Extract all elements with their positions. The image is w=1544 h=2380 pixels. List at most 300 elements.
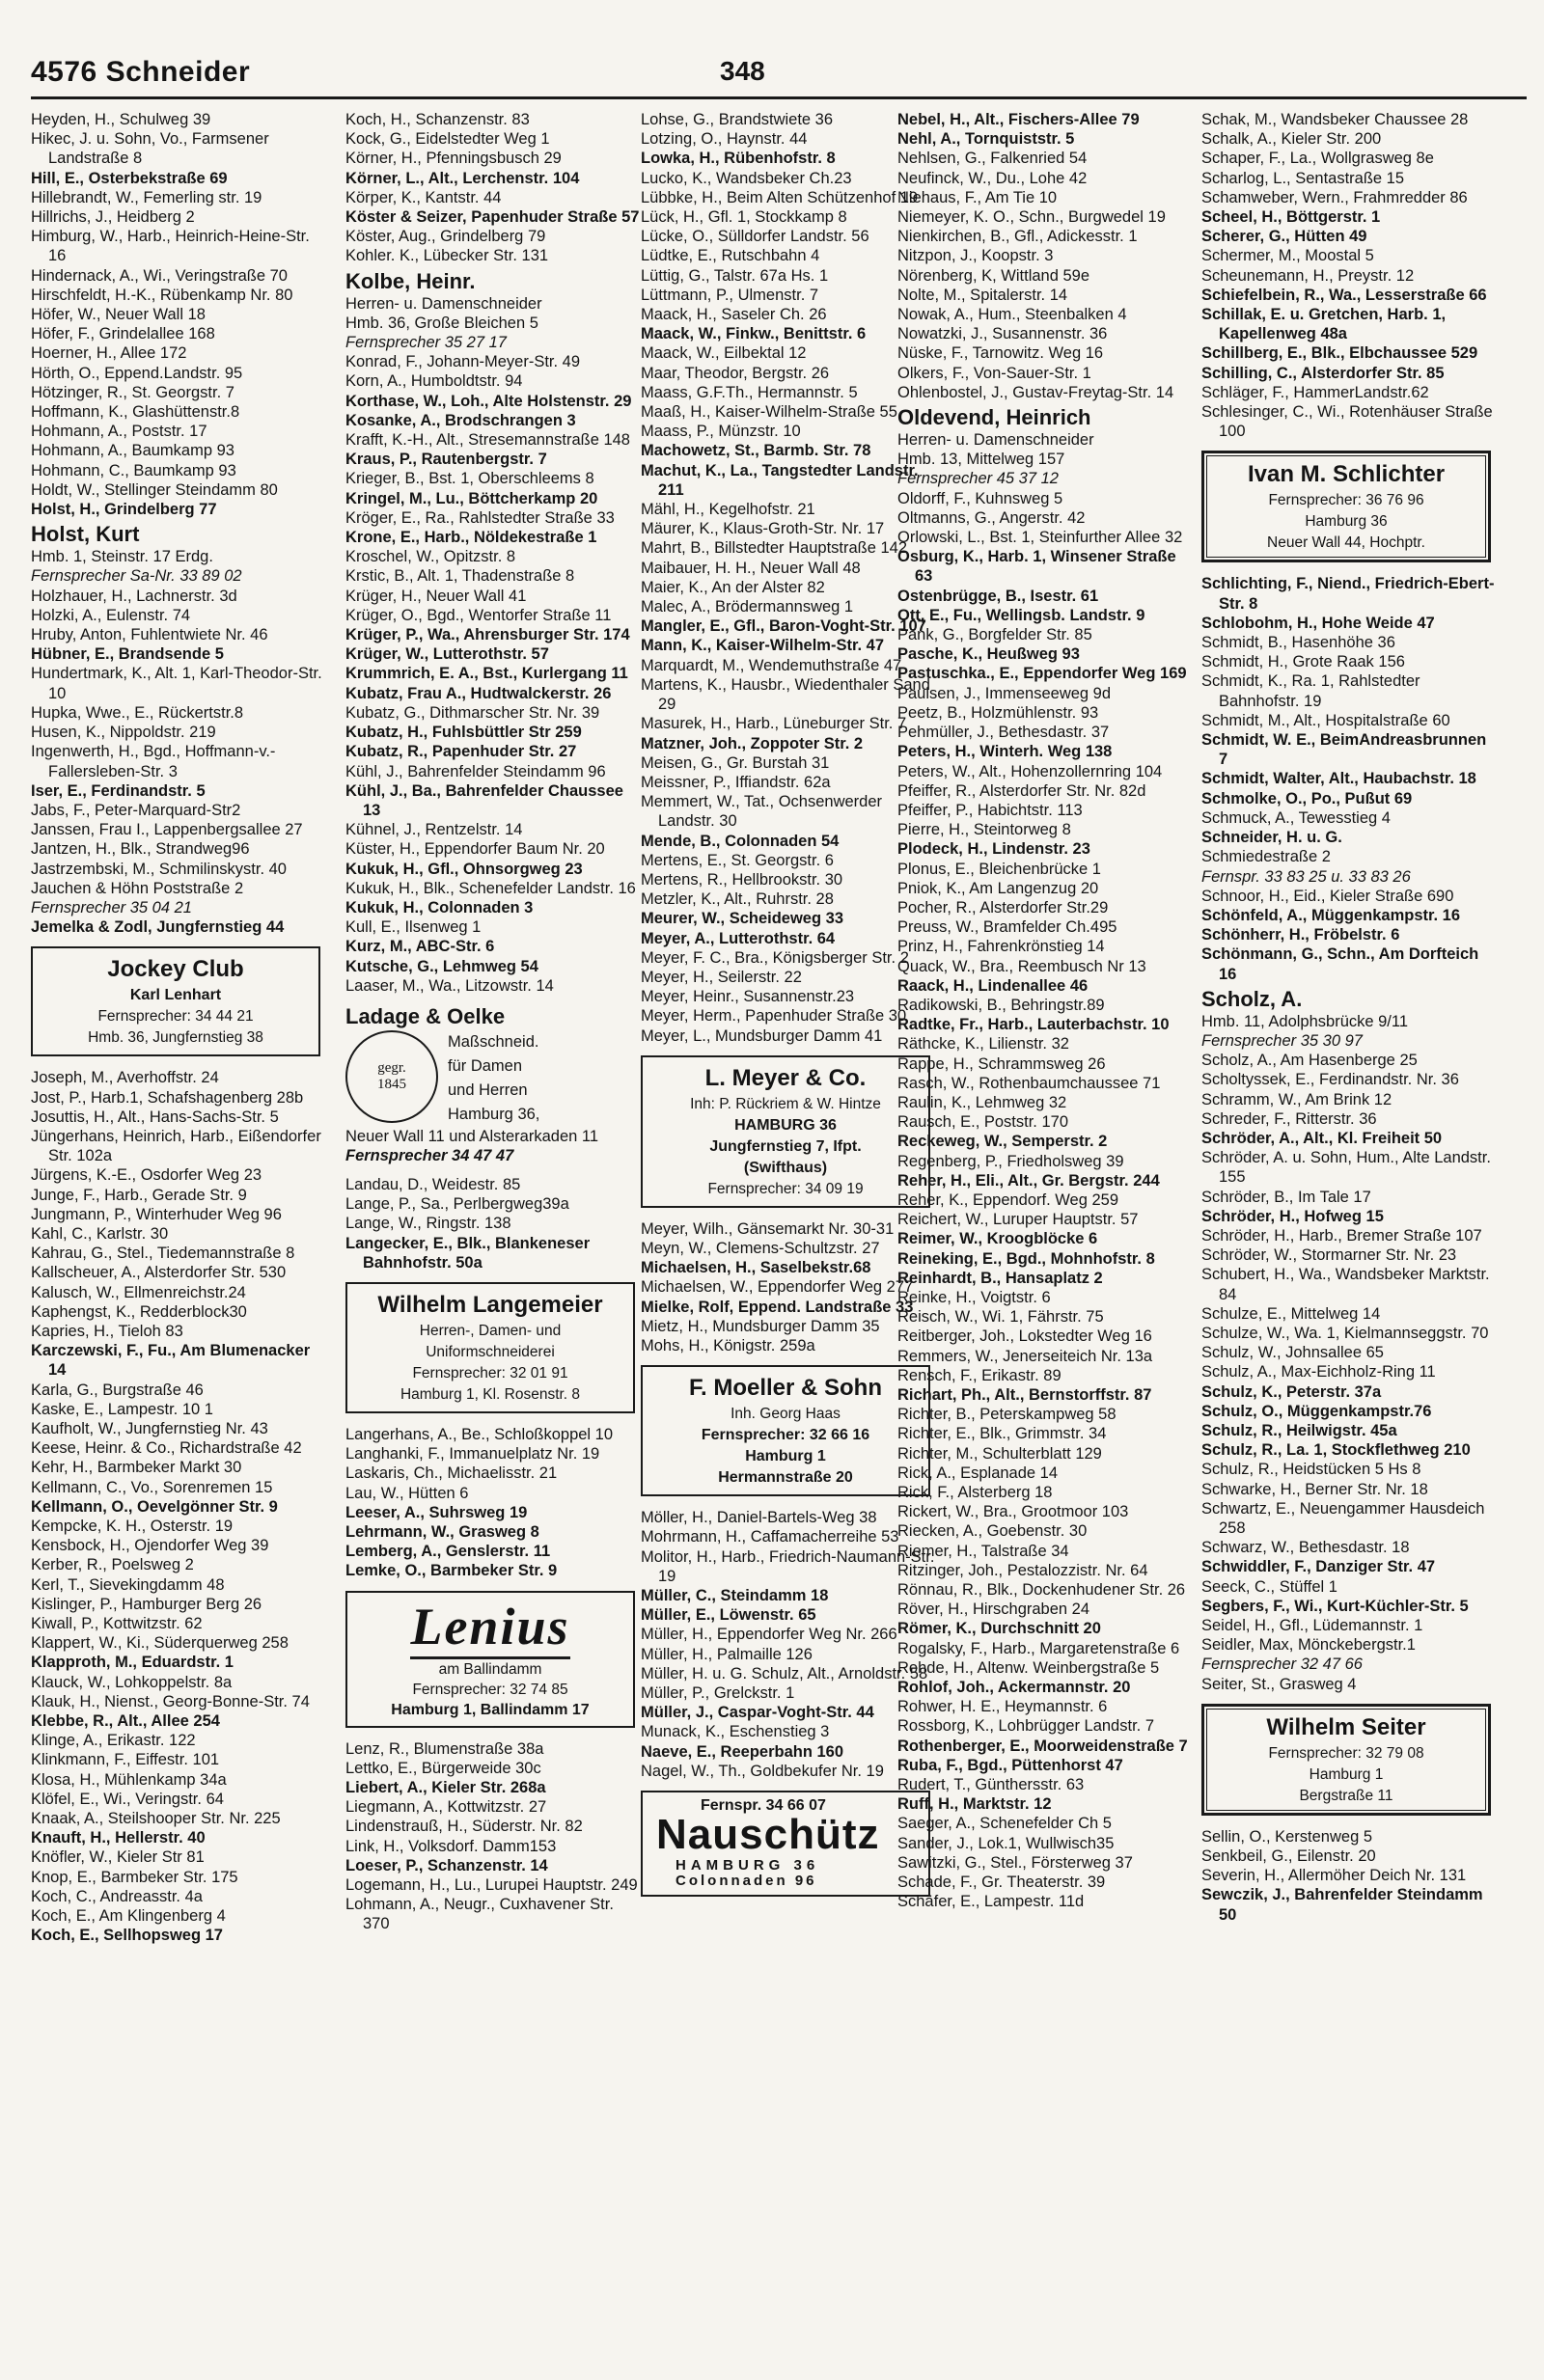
ad-line: Herren-, Damen- und Uniformschneiderei (419, 1322, 562, 1360)
ad-line: am Ballindamm (438, 1660, 542, 1678)
listing-entry: Rensch, F., Erikastr. 89 (897, 1366, 1062, 1384)
listing-entry: Schak, M., Wandsbeker Chaussee 28 (1201, 111, 1469, 128)
listing-entry: Kahrau, G., Stel., Tiedemannstraße 8 (31, 1245, 295, 1263)
listing-entry: Kempcke, K. H., Osterstr. 19 (31, 1518, 234, 1535)
listing-entry: Rausch, E., Poststr. 170 (897, 1113, 1069, 1132)
listing-entry: Schmolke, O., Po., Pußut 69 (1201, 789, 1413, 807)
listing-entry: Langhanki, F., Immanuelplatz Nr. 19 (345, 1445, 600, 1464)
listing-entry: Pfeiffer, P., Habichtstr. 113 (897, 801, 1083, 819)
listing-entry: Schulz, R., Heilwigstr. 45a (1201, 1421, 1397, 1439)
listing-entry: Reckeweg, W., Semperstr. 2 (897, 1133, 1108, 1151)
ad-title: Ivan M. Schlichter (1247, 461, 1446, 488)
listing-entry: Schwartz, E., Neuengammer Hausdeich 258 (1201, 1499, 1485, 1537)
listing-entry: Kiwall, P., Kottwitzstr. 62 (31, 1615, 203, 1633)
listing-entry: Reher, K., Eppendorf. Weg 259 (897, 1190, 1119, 1209)
listing-entry: Kaufholt, W., Jungfernstieg Nr. 43 (31, 1419, 268, 1437)
listing-entry: Jemelka & Zodl, Jungfernstieg 44 (31, 918, 285, 937)
listing-entry: Jost, P., Harb.1, Schafshagenberg 28b (31, 1088, 304, 1107)
listing-entry: Koch, H., Schanzenstr. 83 (345, 111, 530, 128)
listing-entry: Iser, E., Ferdinandstr. 5 (31, 781, 206, 800)
listing-entry: Lange, W., Ringstr. 138 (345, 1215, 511, 1233)
listing-entry: Schmidt, W. E., BeimAndreasbrunnen 7 (1201, 731, 1487, 769)
listing-entry: Ingenwerth, H., Bgd., Hoffmann-v.-Fallersleben-Str. 3 (31, 743, 276, 780)
listing-entry: Klappert, W., Ki., Süderquerweg 258 (31, 1634, 289, 1653)
listing-entry: Mangler, E., Gfl., Baron-Voght-Str. 107 (641, 617, 926, 636)
listing-entry: Hohmann, A., Poststr. 17 (31, 423, 207, 441)
listing-entry: Knöfler, W., Kieler Str 81 (31, 1848, 205, 1867)
listing-entry: Saeger, A., Schenefelder Ch 5 (897, 1815, 1112, 1833)
ad-phone: Fernsprecher: 32 74 85 (412, 1681, 568, 1698)
listing-entry: Schulz, A., Max-Eichholz-Ring 11 (1201, 1363, 1436, 1381)
listing-entry: Jastrzembski, M., Schmilinskystr. 40 (31, 860, 287, 878)
listing-entry: Preuss, W., Bramfelder Ch.495 (897, 918, 1117, 937)
listing-entry: Scheel, H., Böttgerstr. 1 (1201, 208, 1381, 227)
listing-entry: Remmers, W., Jenerseiteich Nr. 13a (897, 1347, 1153, 1365)
listing-entry: Lindenstrauß, H., Süderstr. Nr. 82 (345, 1818, 583, 1836)
listing-entry: Lowka, H., Rübenhofstr. 8 (641, 150, 836, 168)
listing-entry: Lüttmann, P., Ulmenstr. 7 (641, 286, 819, 304)
listing-entry: Schlesinger, C., Wi., Rotenhäuser Straße 100 (1201, 403, 1493, 441)
listing-entry: Krieger, B., Bst. 1, Oberschleems 8 (345, 470, 594, 488)
listing-entry: Rogalsky, F., Harb., Margaretenstraße 6 (897, 1639, 1180, 1657)
listing-entry: Pocher, R., Alsterdorfer Str.29 (897, 898, 1109, 916)
listing-entry: Kislinger, P., Hamburger Berg 26 (31, 1595, 262, 1613)
listing-entry: Maack, W., Finkw., Benittstr. 6 (641, 325, 867, 343)
listing-entry: Seiter, St., Grasweg 4 (1201, 1675, 1357, 1693)
ad-line: Hamburg 1, Kl. Rosenstr. 8 (400, 1385, 581, 1403)
listing-entry: Lohse, G., Brandstwiete 36 (641, 111, 834, 128)
listing-entry: Junge, F., Harb., Gerade Str. 9 (31, 1186, 247, 1204)
listing-entry: Schmiedestraße 2 (1201, 848, 1331, 866)
listing-entry: Rappe, H., Schrammsweg 26 (897, 1054, 1106, 1073)
listing-entry: Klebbe, R., Alt., Allee 254 (31, 1712, 220, 1731)
listing-entry: Fernsprecher 35 27 17 (345, 334, 507, 352)
listing-entry: Schmuck, A., Tewesstieg 4 (1201, 808, 1391, 827)
listing-entry: Nörenberg, K, Wittland 59e (897, 266, 1090, 285)
listing-entry: Lehrmann, W., Grasweg 8 (345, 1522, 539, 1541)
listing-entry: Lemke, O., Barmbeker Str. 9 (345, 1562, 558, 1580)
listing-entry: Nebel, H., Alt., Fischers-Allee 79 (897, 111, 1140, 128)
listing-entry: Hoerner, H., Allee 172 (31, 344, 187, 363)
listing-entry: Sawitzki, G., Stel., Försterweg 37 (897, 1853, 1133, 1872)
listing-entry: Meyer, Herm., Papenhuder Straße 30 (641, 1007, 907, 1026)
listing-entry: Schmidt, K., Ra. 1, Rahlstedter Bahnhofstr. 19 (1201, 672, 1420, 710)
listing-entry: Scherer, G., Hütten 49 (1201, 228, 1367, 246)
listing-entry: Malec, A., Brödermannsweg 1 (641, 598, 854, 616)
listing-entry: Schubert, H., Wa., Wandsbeker Marktstr. 84 (1201, 1266, 1490, 1303)
listing-entry: Kukuk, H., Gfl., Ohnsorgweg 23 (345, 860, 583, 878)
listing-entry: Schillberg, E., Blk., Elbchaussee 529 (1201, 344, 1478, 363)
listing-entry: Schnoor, H., Eid., Kieler Straße 690 (1201, 887, 1454, 905)
listing-entry: Kerl, T., Sievekingdamm 48 (31, 1575, 225, 1594)
listing-entry: Schwiddler, F., Danziger Str. 47 (1201, 1558, 1436, 1576)
listing-entry: Reinke, H., Voigtstr. 6 (897, 1288, 1051, 1306)
listing-entry: Peters, H., Winterh. Weg 138 (897, 743, 1113, 761)
listing-entry: Hupka, Wwe., E., Rückertstr.8 (31, 703, 244, 722)
ad-jockey (31, 946, 320, 1056)
listing-entry: Mahrt, B., Billstedter Hauptstraße 142 (641, 539, 908, 558)
listing-entry: Müller, H. u. G. Schulz, Alt., Arnoldstr. 58 (641, 1664, 928, 1682)
column-4 (897, 110, 1195, 1911)
listing-entry: Krstic, B., Alt. 1, Thadenstraße 8 (345, 567, 575, 586)
listing-entry: Jürgens, K.-E., Osdorfer Weg 23 (31, 1166, 262, 1185)
listing-entry: Kapries, H., Tieloh 83 (31, 1322, 183, 1340)
ad-nauschuetz (641, 1791, 930, 1897)
listing-entry: Michaelsen, W., Eppendorfer Weg 277 (641, 1278, 914, 1297)
ad-lmeyer (641, 1055, 930, 1208)
listing-entry: Nehl, A., Tornquiststr. 5 (897, 130, 1075, 149)
ad-line: und Herren (448, 1081, 528, 1099)
running-head: 4576 Schneider (31, 56, 251, 88)
listing-entry: Höfer, F., Grindelallee 168 (31, 325, 215, 343)
listing-entry: Hmb. 11, Adolphsbrücke 9/11 (1201, 1012, 1409, 1030)
listing-entry: Kerber, R., Poelsweg 2 (31, 1556, 194, 1574)
listing-entry: Kalusch, W., Ellmenreichstr.24 (31, 1283, 246, 1301)
listing-entry: Kensbock, H., Ojendorfer Weg 39 (31, 1537, 269, 1555)
listing-entry: Lücke, O., Sülldorfer Landstr. 56 (641, 228, 869, 246)
ad-line: Fernsprecher: 34 09 19 (707, 1180, 864, 1197)
listing-entry: Meyn, W., Clemens-Schultzstr. 27 (641, 1239, 880, 1257)
listing-entry: Korn, A., Humboldtstr. 94 (345, 372, 523, 391)
listing-entry: Schermer, M., Moostal 5 (1201, 247, 1374, 265)
listing-entry: Kull, E., Ilsenweg 1 (345, 918, 482, 937)
listing-entry: Schröder, A., Alt., Kl. Freiheit 50 (1201, 1129, 1443, 1147)
listing-entry: Segbers, F., Wi., Kurt-Küchler-Str. 5 (1201, 1597, 1469, 1615)
ad-seiter (1201, 1704, 1491, 1816)
listing-entry: Mäurer, K., Klaus-Groth-Str. Nr. 17 (641, 520, 885, 538)
listing-entry: Meissner, P., Iffiandstr. 62a (641, 773, 831, 791)
seal-text: gegr. (377, 1059, 406, 1076)
listing-entry: Kühl, J., Ba., Bahrenfelder Chaussee 13 (345, 781, 623, 819)
listing-entry: Maar, Theodor, Bergstr. 26 (641, 364, 830, 382)
listing-entry: Laskaris, Ch., Michaelisstr. 21 (345, 1464, 558, 1483)
ad-line: Hmb. 36, Jungfernstieg 38 (88, 1029, 263, 1047)
listing-entry: Logemann, H., Lu., Lurupei Hauptstr. 249 (345, 1876, 638, 1894)
ad-address: Neuer Wall 11 und Alsterarkaden 11 (345, 1127, 599, 1145)
listing-entry: Holdt, W., Stellinger Steindamm 80 (31, 480, 278, 499)
listing-entry: Josuttis, H., Alt., Hans-Sachs-Str. 5 (31, 1108, 279, 1126)
brand-logo: Lenius (410, 1597, 569, 1659)
listing-entry: Pastuschka., E., Eppendorfer Weg 169 (897, 665, 1187, 683)
listing-entry: Klauk, H., Nienst., Georg-Bonne-Str. 74 (31, 1692, 310, 1710)
listing-entry: Krüger, H., Neuer Wall 41 (345, 587, 527, 605)
ad-title: Jockey Club (107, 956, 244, 983)
listing-entry: Fernspr. 33 83 25 u. 33 83 26 (1201, 867, 1411, 886)
listing-entry: Landau, D., Weidestr. 85 (345, 1175, 521, 1193)
listing-entry: Kaske, E., Lampestr. 10 1 (31, 1400, 213, 1418)
ad-title: Ladage & Oelke (345, 1003, 506, 1028)
ad-line: HAMBURG 36 (734, 1116, 837, 1134)
listing-entry: Hohmann, A., Baumkamp 93 (31, 442, 234, 460)
listing-entry: Meyer, H., Seilerstr. 22 (641, 968, 802, 986)
listing-entry: Klapproth, M., Eduardstr. 1 (31, 1654, 234, 1672)
listing-entry: Nüske, F., Tarnowitz. Weg 16 (897, 344, 1104, 363)
listing-entry: Schulz, R., La. 1, Stockflethweg 210 (1201, 1441, 1471, 1460)
page-header (31, 56, 1527, 95)
listing-entry: Knauft, H., Hellerstr. 40 (31, 1829, 206, 1847)
ad-line: Fernsprecher: 32 79 08 (1268, 1744, 1424, 1762)
listing-entry: Richter, E., Blk., Grimmstr. 34 (897, 1425, 1107, 1443)
listing-entry: Nitzpon, J., Koopstr. 3 (897, 247, 1054, 265)
listing-entry: Hmb. 1, Steinstr. 17 Erdg. (31, 548, 213, 566)
listing-entry: Meyer, A., Lutterothstr. 64 (641, 929, 836, 947)
listing-entry: Kühnel, J., Rentzelstr. 14 (345, 821, 523, 839)
column-1 (31, 110, 328, 1945)
listing-entry: Himburg, W., Harb., Heinrich-Heine-Str. 16 (31, 228, 310, 265)
listing-entry: Mertens, E., St. Georgstr. 6 (641, 851, 834, 869)
listing-entry: Hillrichs, J., Heidberg 2 (31, 208, 195, 227)
listing-entry: Krafft, K.-H., Alt., Stresemannstraße 148 (345, 431, 630, 450)
listing-entry: Lucko, K., Wandsbeker Ch.23 (641, 169, 852, 187)
listing-entry: Marquardt, M., Wendemuthstraße 47 (641, 656, 902, 674)
listing-entry: Mertens, R., Hellbrookstr. 30 (641, 870, 843, 889)
listing-entry: Mann, K., Kaiser-Wilhelm-Str. 47 (641, 637, 884, 655)
listing-entry: Masurek, H., Harb., Lüneburger Str. 7 (641, 715, 907, 733)
listing-entry: Krummrich, E. A., Bst., Kurlergang 11 (345, 665, 628, 683)
listing-entry: Nowatzki, J., Susannenstr. 36 (897, 325, 1108, 343)
listing-entry: Molitor, H., Harb., Friedrich-Naumann-Str. 19 (641, 1547, 935, 1585)
listing-entry: Schönherr, H., Fröbelstr. 6 (1201, 926, 1400, 944)
listing-entry: Müller, H., Eppendorfer Weg Nr. 266 (641, 1626, 897, 1644)
listing-entry: Schade, F., Gr. Theaterstr. 39 (897, 1874, 1106, 1892)
listing-entry: Koch, C., Andreasstr. 4a (31, 1887, 203, 1905)
listing-entry: Rothenberger, E., Moorweidenstraße 7 (897, 1737, 1188, 1755)
ad-line: Hermannstraße 20 (718, 1469, 853, 1487)
listing-entry: Matzner, Joh., Zoppoter Str. 2 (641, 734, 864, 752)
listing-entry: Knop, E., Barmbeker Str. 175 (31, 1868, 238, 1886)
column-5 (1201, 110, 1499, 1925)
listing-entry: Maibauer, H. H., Neuer Wall 48 (641, 559, 861, 577)
listing-entry: Seidler, Max, Mönckebergstr.1 (1201, 1636, 1416, 1655)
listing-entry: Rossborg, K., Lohbrügger Landstr. 7 (897, 1717, 1154, 1736)
listing-entry: Schönfeld, A., Müggenkampstr. 16 (1201, 906, 1461, 924)
listing-entry: Körner, H., Pfenningsbusch 29 (345, 150, 562, 168)
ad-title: F. Moeller & Sohn (688, 1375, 882, 1402)
listing-entry: Meyer, Heinr., Susannenstr.23 (641, 988, 855, 1006)
listing-entry: Kubatz, Frau A., Hudtwalckerstr. 26 (345, 684, 612, 702)
listing-entry: Osburg, K., Harb. 1, Winsener Straße 63 (897, 548, 1176, 586)
listing-entry: Michaelsen, H., Saselbekstr.68 (641, 1259, 871, 1277)
listing-entry: Fernsprecher 35 30 97 (1201, 1031, 1363, 1050)
listing-entry: Plonus, E., Bleichenbrücke 1 (897, 860, 1101, 878)
listing-entry: Kringel, M., Lu., Böttcherkamp 20 (345, 489, 598, 507)
listing-entry: Schulze, E., Mittelweg 14 (1201, 1304, 1381, 1323)
listing-entry: Kock, G., Eidelstedter Weg 1 (345, 130, 550, 149)
listing-entry: Plodeck, H., Lindenstr. 23 (897, 840, 1090, 859)
listing-entry: Hundertmark, K., Alt. 1, Karl-Theodor-Str. 10 (31, 665, 322, 702)
listing-entry: Lüdtke, E., Rutschbahn 4 (641, 247, 820, 265)
listing-entry: Peters, W., Alt., Hohenzollernring 104 (897, 762, 1163, 780)
listing-entry: Raack, H., Lindenallee 46 (897, 976, 1089, 995)
listing-entry: Radtke, Fr., Harb., Lauterbachstr. 10 (897, 1016, 1170, 1034)
ad-langemeier (345, 1282, 635, 1413)
listing-entry: Schlichting, F., Niend., Friedrich-Ebert-Str. 8 (1201, 575, 1495, 613)
listing-entry: Metzler, K., Alt., Ruhrstr. 28 (641, 890, 834, 909)
ad-phone: Fernsprecher 34 47 47 (345, 1146, 514, 1164)
listing-entry: Lohmann, A., Neugr., Cuxhavener Str. 370 (345, 1896, 614, 1933)
listing-entry: Sander, J., Lok.1, Wullwisch35 (897, 1834, 1115, 1852)
listing-entry: Schmidt, B., Hasenhöhe 36 (1201, 634, 1395, 652)
listing-entry: Janssen, Frau I., Lappenbergsallee 27 (31, 821, 303, 839)
listing-entry: Hübner, E., Brandsende 5 (31, 645, 224, 664)
listing-entry: Krüger, W., Lutterothstr. 57 (345, 645, 549, 664)
listing-entry: Liegmann, A., Kottwitzstr. 27 (345, 1798, 547, 1817)
listing-entry: Kaphengst, K., Redderblock30 (31, 1302, 247, 1321)
listing-entry: Scharlog, L., Sentastraße 15 (1201, 169, 1405, 187)
ad-address: Hamburg 1, Ballindamm 17 (391, 1701, 590, 1718)
listing-entry: Kellmann, O., Oevelgönner Str. 9 (31, 1497, 278, 1516)
listing-entry: Neufinck, W., Du., Lohe 42 (897, 169, 1088, 187)
listing-entry: Reisch, W., Wi. 1, Fährstr. 75 (897, 1308, 1104, 1327)
ad-line: Neuer Wall 44, Hochptr. (1267, 534, 1425, 552)
listing-entry: Langecker, E., Blk., Blankeneser Bahnhofstr. 50a (345, 1234, 591, 1272)
listing-entry: Fernsprecher 35 04 21 (31, 898, 192, 916)
listing-entry: Ritzinger, Joh., Pestalozzistr. Nr. 64 (897, 1561, 1148, 1579)
listing-entry: Fernsprecher 32 47 66 (1201, 1655, 1363, 1674)
listing-entry: Fernsprecher 45 37 12 (897, 470, 1059, 488)
listing-entry: Maass, G.F.Th., Hermannstr. 5 (641, 383, 858, 401)
listing-entry: Meurer, W., Scheideweg 33 (641, 910, 843, 928)
ad-phone: Fernspr. 34 66 07 (701, 1797, 826, 1815)
listing-entry: Kutsche, G., Lehmweg 54 (345, 957, 538, 975)
listing-entry: Schläger, F., HammerLandstr.62 (1201, 383, 1429, 401)
listing-entry: Ruba, F., Bgd., Püttenhorst 47 (897, 1756, 1123, 1774)
listing-entry: Lau, W., Hütten 6 (345, 1484, 469, 1502)
listing-entry: Rasch, W., Rothenbaumchaussee 71 (897, 1074, 1161, 1092)
listing-entry: Schulz, K., Peterstr. 37a (1201, 1382, 1382, 1401)
listing-entry: Martens, K., Hausbr., Wiedenthaler Sand 29 (641, 675, 930, 714)
listing-entry: Körner, L., Alt., Lerchenstr. 104 (345, 169, 580, 187)
listing-entry: Kubatz, G., Dithmarscher Str. Nr. 39 (345, 703, 600, 722)
listing-entry: Lettko, E., Bürgerweide 30c (345, 1759, 541, 1777)
column-2 (345, 110, 643, 1934)
listing-entry: Link, H., Volksdorf. Damm153 (345, 1837, 557, 1855)
listing-entry: Richter, M., Schulterblatt 129 (897, 1444, 1102, 1463)
listing-heading: Oldevend, Heinrich (897, 405, 1091, 430)
listing-entry: Scholtyssek, E., Ferdinandstr. Nr. 36 (1201, 1071, 1459, 1089)
listing-entry: Pehmüller, J., Bethesdastr. 37 (897, 724, 1110, 742)
listing-entry: Riecken, A., Goebenstr. 30 (897, 1522, 1088, 1541)
listing-entry: Schaper, F., La., Wollgrasweg 8e (1201, 150, 1434, 168)
listing-entry: Müller, P., Grelckstr. 1 (641, 1684, 795, 1702)
listing-entry: Scheunemann, H., Preystr. 12 (1201, 266, 1415, 285)
listing-entry: Kahl, C., Karlstr. 30 (31, 1224, 169, 1243)
ad-address: Colonnaden 96 (676, 1873, 817, 1890)
listing-entry: Kraus, P., Rautenbergstr. 7 (345, 451, 547, 469)
listing-entry: Räthcke, K., Lilienstr. 32 (897, 1035, 1069, 1053)
listing-entry: Konrad, F., Johann-Meyer-Str. 49 (345, 353, 581, 371)
listing-entry: Meisen, G., Gr. Burstah 31 (641, 753, 830, 772)
ad-line: Bergstraße 11 (1299, 1787, 1393, 1804)
listing-heading: Scholz, A. (1201, 986, 1303, 1011)
listing-entry: Schmidt, Walter, Alt., Haubachstr. 18 (1201, 770, 1476, 788)
ad-title: L. Meyer & Co. (704, 1064, 867, 1091)
listing-entry: Rick, F., Alsterberg 18 (897, 1484, 1053, 1502)
listing-entry: Höfer, W., Neuer Wall 18 (31, 306, 206, 324)
listing-entry: Klosa, H., Mühlenkamp 34a (31, 1770, 227, 1789)
listing-entry: Sellin, O., Kerstenweg 5 (1201, 1827, 1373, 1846)
listing-entry: Lemberg, A., Genslerstr. 11 (345, 1543, 551, 1561)
listing-entry: Loeser, P., Schanzenstr. 14 (345, 1856, 548, 1874)
listing-entry: Hruby, Anton, Fuhlentwiete Nr. 46 (31, 626, 268, 644)
ad-line: für Damen (448, 1056, 523, 1075)
listing-entry: Pank, G., Borgfelder Str. 85 (897, 626, 1092, 644)
listing-entry: Klinkmann, F., Eiffestr. 101 (31, 1751, 220, 1769)
listing-entry: Meyer, Wilh., Gänsemarkt Nr. 30-31 (641, 1219, 895, 1238)
listing-entry: Nehlsen, G., Falkenried 54 (897, 150, 1088, 168)
listing-entry: Naeve, E., Reeperbahn 160 (641, 1742, 844, 1761)
listing-entry: Schamweber, Wern., Frahmredder 86 (1201, 188, 1468, 206)
listing-entry: Fernsprecher Sa-Nr. 33 89 02 (31, 567, 242, 586)
listing-entry: Meyer, F. C., Bra., Königsberger Str. 2 (641, 948, 909, 967)
listing-entry: Krüger, P., Wa., Ahrensburger Str. 174 (345, 626, 630, 644)
listing-entry: Schulz, W., Johnsallee 65 (1201, 1344, 1384, 1362)
listing-entry: Schalk, A., Kieler Str. 200 (1201, 130, 1382, 149)
listing-entry: Schillak, E. u. Gretchen, Harb. 1, Kapellenweg 48a (1201, 306, 1447, 343)
listing-entry: Nagel, W., Th., Goldbekufer Nr. 19 (641, 1762, 884, 1780)
listing-entry: Oltmanns, G., Angerstr. 42 (897, 508, 1086, 527)
listing-entry: Kallscheuer, A., Alsterdorfer Str. 530 (31, 1264, 287, 1282)
listing-entry: Nowak, A., Hum., Steenbalken 4 (897, 306, 1127, 324)
listing-entry: Jüngerhans, Heinrich, Harb., Eißendorfer Str. 102a (31, 1127, 321, 1165)
listing-entry: Meyer, L., Mundsburger Damm 41 (641, 1026, 883, 1045)
listing-entry: Müller, E., Löwenstr. 65 (641, 1606, 816, 1625)
listing-entry: Maass, P., Münzstr. 10 (641, 423, 801, 441)
listing-entry: Lübbke, H., Beim Alten Schützenhof 19 (641, 188, 919, 206)
listing-entry: Mohs, H., Königstr. 259a (641, 1336, 815, 1354)
ad-line: Hamburg 1 (745, 1448, 826, 1465)
listing-entry: Jantzen, H., Blk., Strandweg96 (31, 840, 250, 859)
listing-entry: Hmb. 13, Mittelweg 157 (897, 451, 1065, 469)
listing-entry: Herren- u. Damenschneider (897, 431, 1094, 450)
listing-entry: Senkbeil, G., Eilenstr. 20 (1201, 1847, 1376, 1866)
listing-entry: Jauchen & Höhn Poststraße 2 (31, 879, 244, 897)
listing-entry: Maack, W., Eilbektal 12 (641, 344, 807, 363)
listing-entry: Reitberger, Joh., Lokstedter Weg 16 (897, 1327, 1152, 1346)
listing-entry: Radikowski, B., Behringstr.89 (897, 996, 1105, 1014)
listing-entry: Hmb. 36, Große Bleichen 5 (345, 314, 538, 332)
listing-entry: Hörth, O., Eppend.Landstr. 95 (31, 364, 243, 382)
listing-entry: Hikec, J. u. Sohn, Vo., Farmsener Landstraße 8 (31, 130, 269, 168)
listing-entry: Memmert, W., Tat., Ochsenwerder Landstr. 30 (641, 793, 883, 831)
listing-entry: Schulze, W., Wa. 1, Kielmannseggstr. 70 (1201, 1324, 1489, 1342)
listing-entry: Sewczik, J., Bahrenfelder Steindamm 50 (1201, 1886, 1483, 1924)
listing-entry: Prinz, H., Fahrenkrönstieg 14 (897, 938, 1105, 956)
listing-entry: Schröder, H., Harb., Bremer Straße 107 (1201, 1226, 1482, 1245)
listing-entry: Schulz, R., Heidstücken 5 Hs 8 (1201, 1461, 1421, 1479)
listing-entry: Kühl, J., Bahrenfelder Steindamm 96 (345, 762, 606, 780)
listing-entry: Hill, E., Osterbekstraße 69 (31, 169, 228, 187)
listing-entry: Reichert, W., Luruper Hauptstr. 57 (897, 1211, 1139, 1229)
ad-moeller (641, 1365, 930, 1496)
listing-entry: Ruff, H., Marktstr. 12 (897, 1795, 1052, 1814)
listing-entry: Schäfer, E., Lampestr. 11d (897, 1893, 1085, 1911)
listing-entry: Raulin, K., Lehmweg 32 (897, 1093, 1067, 1111)
listing-entry: Schwarke, H., Berner Str. Nr. 18 (1201, 1480, 1428, 1498)
listing-entry: Machut, K., La., Tangstedter Landstr. 211 (641, 461, 919, 499)
listing-entry: Olkers, F., Von-Sauer-Str. 1 (897, 364, 1091, 382)
listing-entry: Schmidt, H., Grote Raak 156 (1201, 653, 1405, 671)
listing-heading: Holst, Kurt (31, 522, 140, 547)
listing-entry: Schönmann, G., Schn., Am Dorfteich 16 (1201, 945, 1479, 983)
ad-line: Jungfernstieg 7, Ifpt. (709, 1137, 862, 1155)
listing-entry: Jungmann, P., Winterhuder Weg 96 (31, 1205, 282, 1223)
listing-entry: Kroschel, W., Opitzstr. 8 (345, 548, 516, 566)
listing-entry: Reimer, W., Kroogblöcke 6 (897, 1230, 1098, 1248)
listing-entry: Mähl, H., Kegelhofstr. 21 (641, 501, 815, 519)
ad-line: Fernsprecher: 34 44 21 (97, 1008, 254, 1026)
column-3 (641, 110, 938, 1908)
